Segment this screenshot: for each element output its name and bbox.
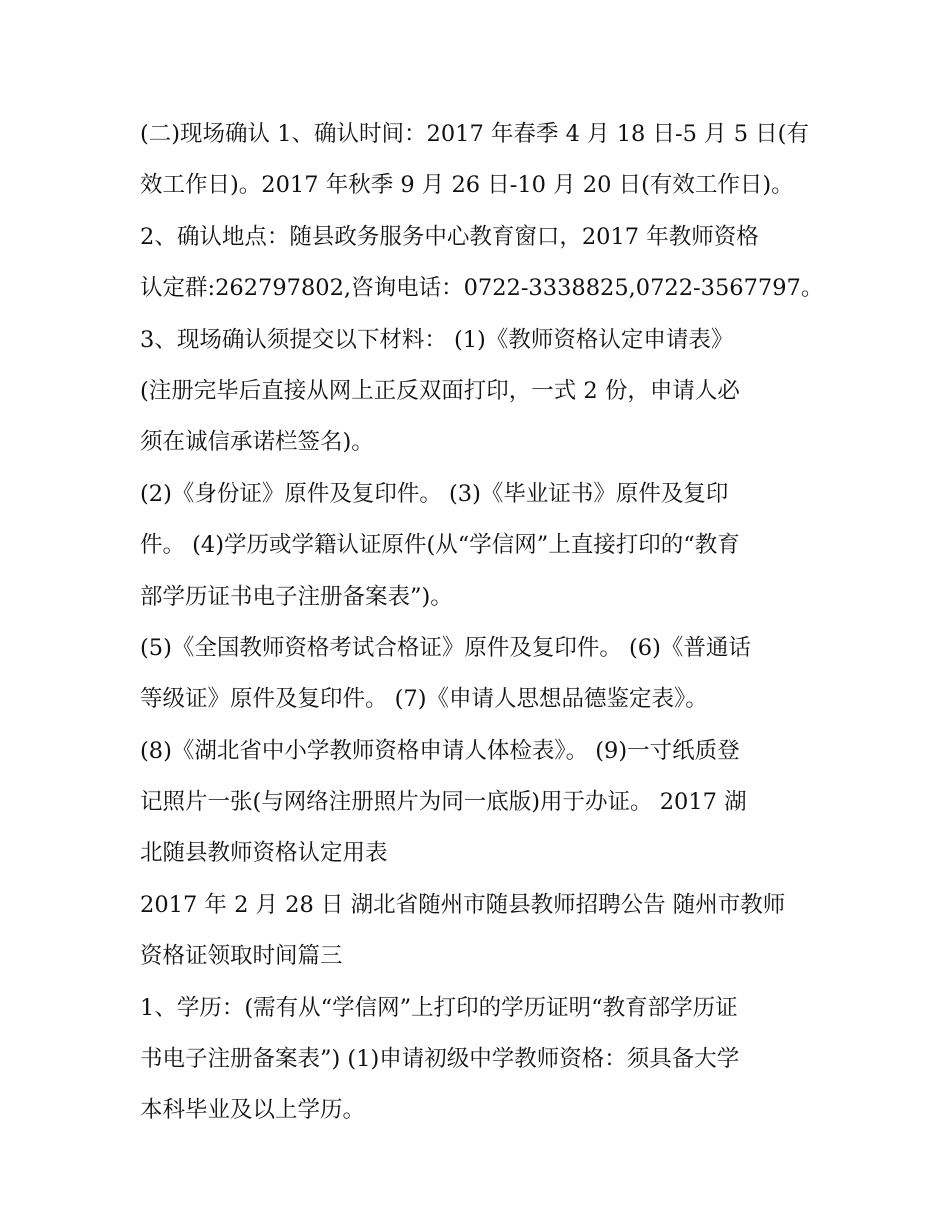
text-line: 部学历证书电子注册备案表”)。	[140, 583, 453, 610]
text-line: 北随县教师资格认定用表	[140, 840, 388, 867]
text-line: 认定群:262797802,咨询电话：0722-3338825,0722-3567797。	[140, 275, 824, 302]
paragraph-certificates	[140, 623, 820, 726]
text-line: (二)现场确认 1、确认时间：2017 年春季 4 月 18 日-5 月 5 日(有	[140, 121, 809, 147]
text-line: 本科毕业及以上学历。	[140, 1097, 366, 1124]
paragraph-materials	[140, 315, 820, 469]
text-line: 2、确认地点：随县政务服务中心教育窗口，2017 年教师资格	[140, 223, 759, 250]
text-line: 资格证领取时间篇三	[140, 943, 343, 970]
text-line: 须在诚信承诺栏签名)。	[140, 429, 374, 456]
text-line: (8)《湖北省中小学教师资格申请人体检表》。 (9)一寸纸质登	[140, 737, 740, 764]
text-line: (注册完毕后直接从网上正反双面打印，一式 2 份，申请人必	[140, 377, 740, 404]
text-line: 1、学历：(需有从“学信网”上打印的学历证明“教育部学历证	[140, 994, 738, 1021]
paragraph-confirmation-location	[140, 212, 824, 315]
text-line: 2017 年 2 月 28 日 湖北省随州市随县教师招聘公告 随州市教师	[140, 891, 786, 918]
paragraph-health-and-photo	[140, 726, 820, 880]
paragraph-announcement	[140, 880, 820, 983]
paragraph-education-requirement	[140, 983, 820, 1137]
paragraph-confirmation-time	[140, 109, 820, 212]
text-line: (5)《全国教师资格考试合格证》原件及复印件。 (6)《普通话	[140, 634, 751, 661]
paragraph-id-and-diploma	[140, 469, 820, 623]
text-line: 3、现场确认须提交以下材料： (1)《教师资格认定申请表》	[140, 326, 734, 353]
text-line: 等级证》原件及复印件。 (7)《申请人思想品德鉴定表》。	[140, 686, 708, 713]
document-body	[140, 109, 824, 1137]
text-line: 件。 (4)学历或学籍认证原件(从“学信网”上直接打印的“教育	[140, 532, 740, 559]
text-line: (2)《身份证》原件及复印件。 (3)《毕业证书》原件及复印	[140, 480, 729, 507]
text-line: 书电子注册备案表”) (1)申请初级中学教师资格：须具备大学	[140, 1046, 740, 1073]
text-line: 效工作日)。2017 年秋季 9 月 26 日-10 月 20 日(有效工作日)。	[140, 172, 794, 199]
text-line: 记照片一张(与网络注册照片为同一底版)用于办证。 2017 湖	[140, 789, 747, 816]
